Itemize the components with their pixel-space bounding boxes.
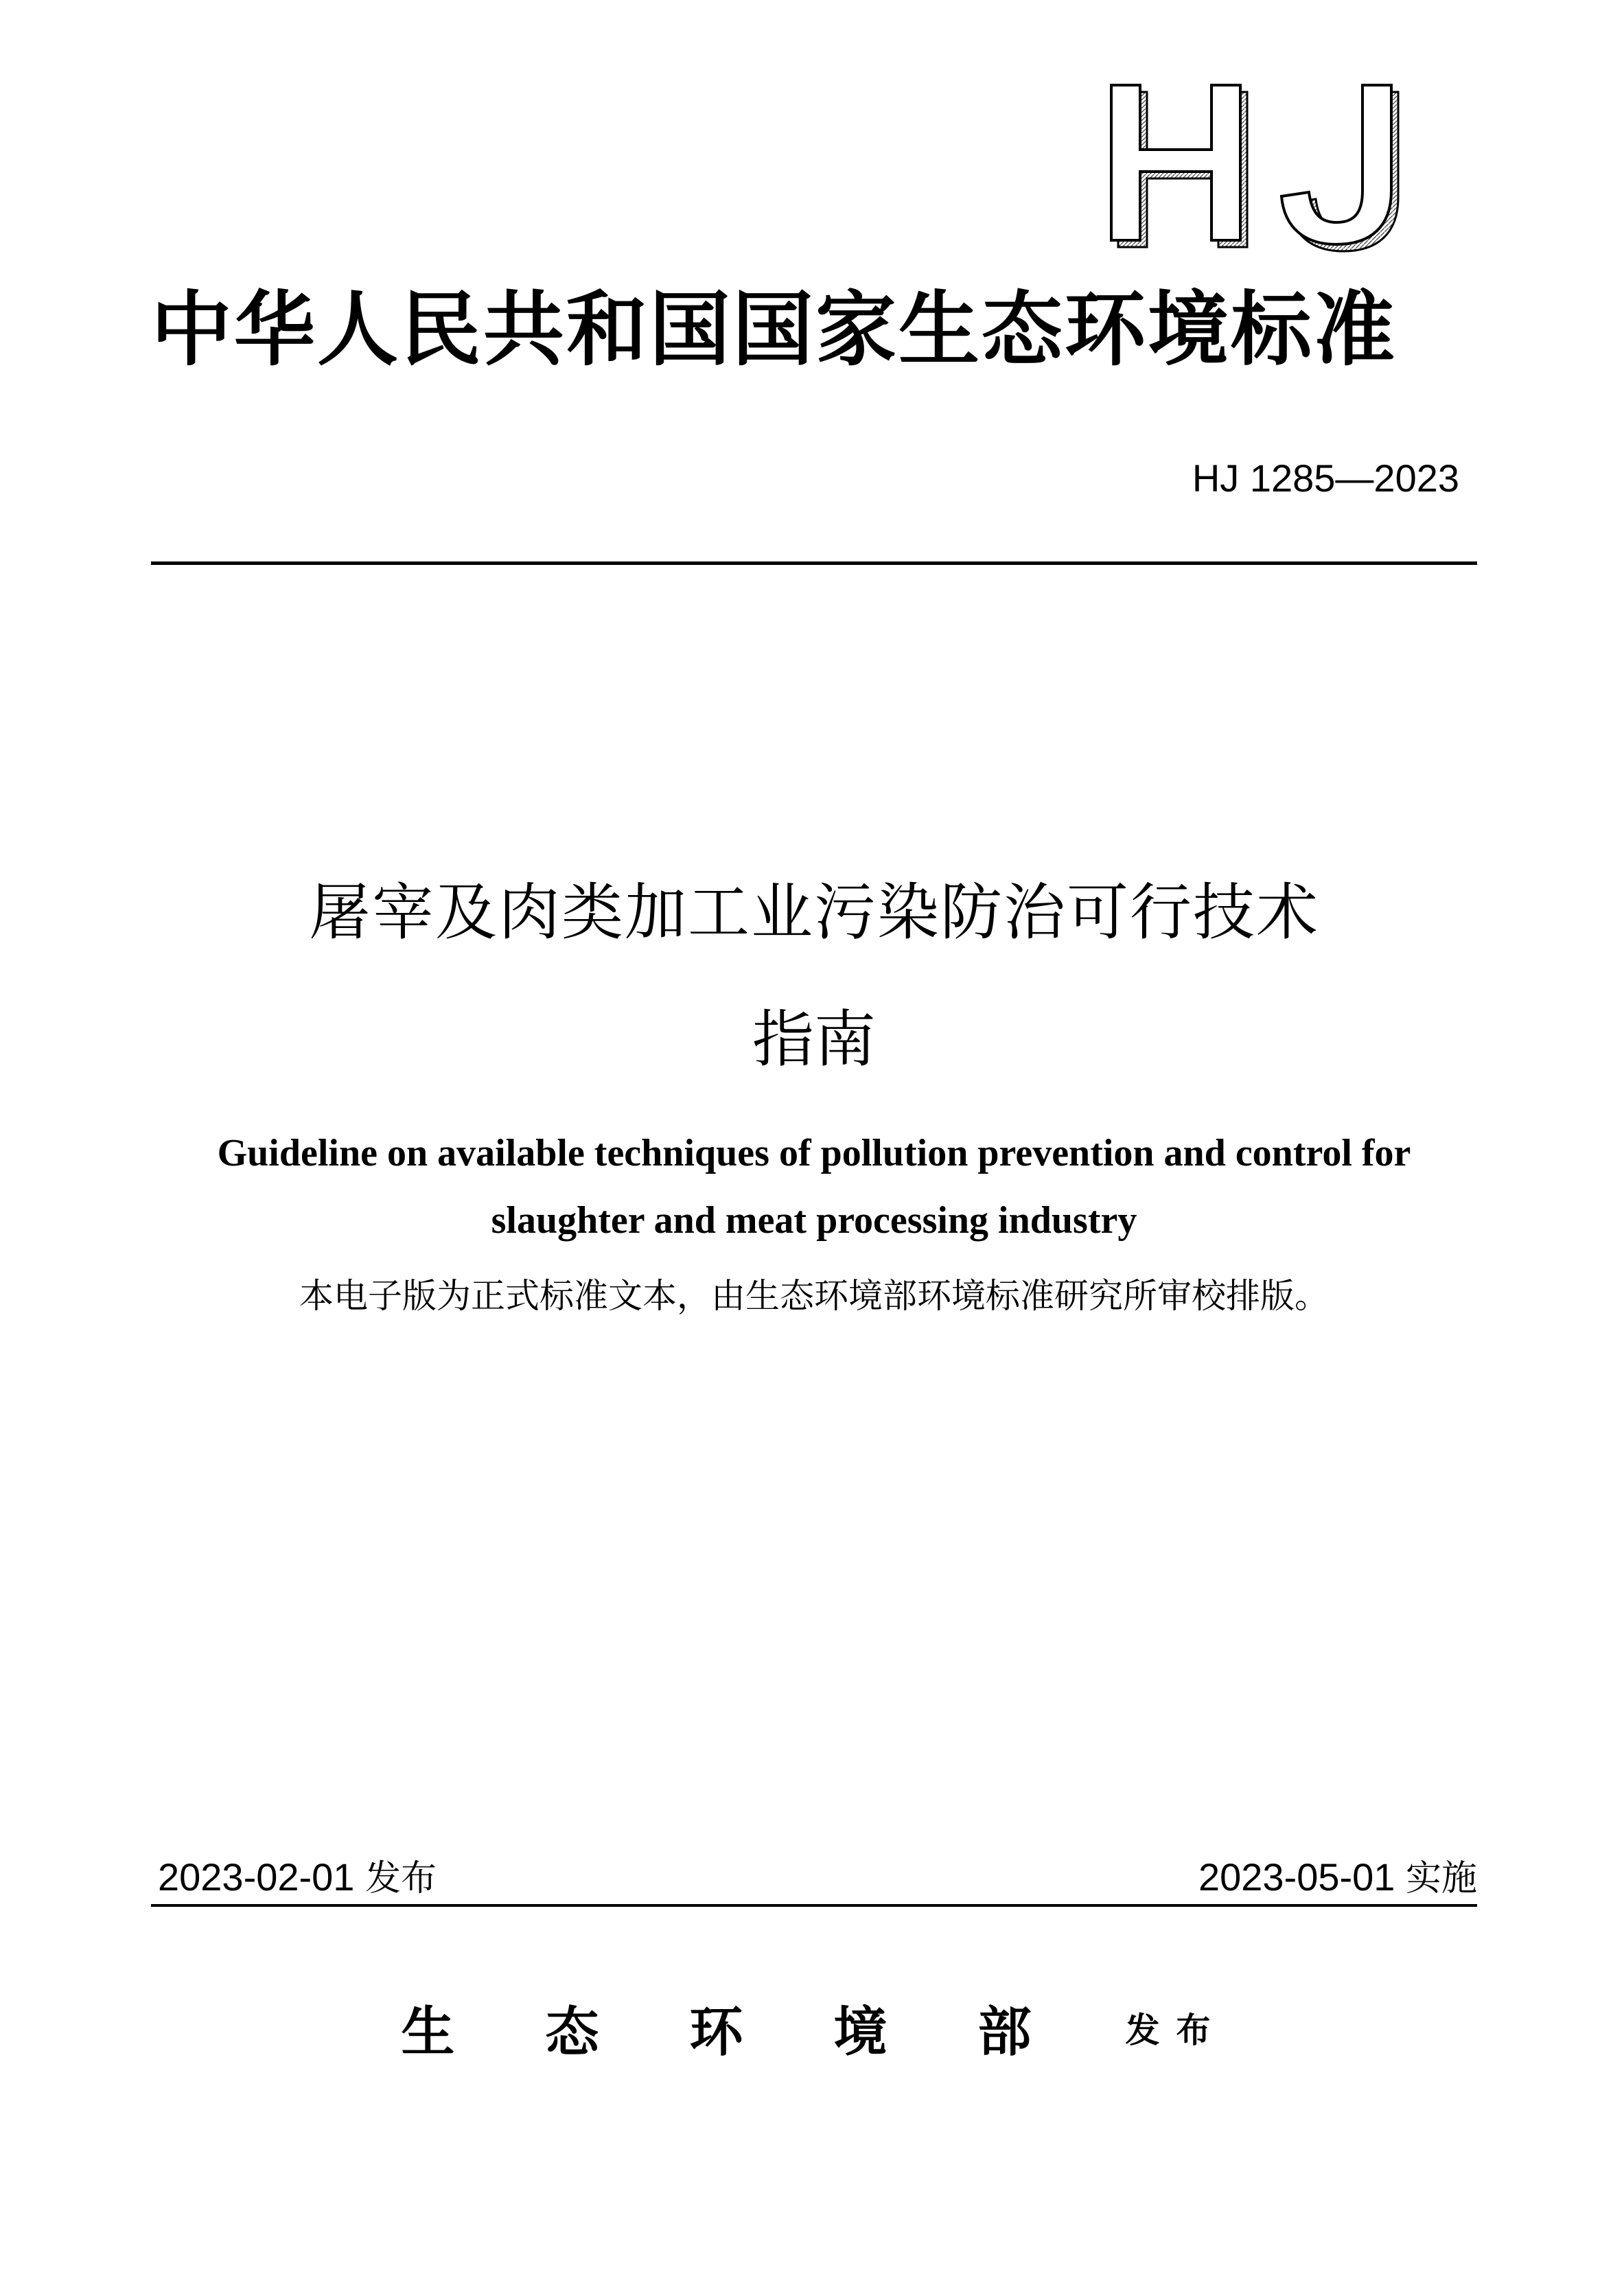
org-title: 中华人民共和国国家生态环境标准 <box>151 281 1397 377</box>
issuer-line <box>151 1989 1477 2066</box>
release-date-value: 2023-02-01 <box>158 1855 355 1899</box>
hj-logo <box>1102 81 1431 254</box>
edition-note: 本电子版为正式标准文本，由生态环境部环境标准研究所审校排版。 <box>299 1276 1329 1316</box>
effective-date <box>1198 1855 1477 1901</box>
bottom-divider <box>151 1904 1477 1907</box>
effective-label: 实施 <box>1405 1858 1477 1899</box>
top-divider <box>151 561 1477 565</box>
effective-date-value: 2023-05-01 <box>1198 1855 1395 1899</box>
release-date <box>158 1855 437 1901</box>
standard-code: HJ 1285—2023 <box>1192 456 1459 500</box>
title-cn-line-2: 指南 <box>752 1004 876 1076</box>
title-cn-line-1: 屠宰及肉类加工业污染防治可行技术 <box>309 877 1319 949</box>
title-en-line-1: Guideline on available techniques of pollution prevention and control for <box>217 1132 1411 1174</box>
release-label: 发布 <box>365 1858 437 1899</box>
issuer-name: 生态环境部 <box>401 2001 1122 2063</box>
issuer-suffix: 发布 <box>1125 2010 1227 2050</box>
title-en-line-2: slaughter and meat processing industry <box>491 1199 1137 1242</box>
